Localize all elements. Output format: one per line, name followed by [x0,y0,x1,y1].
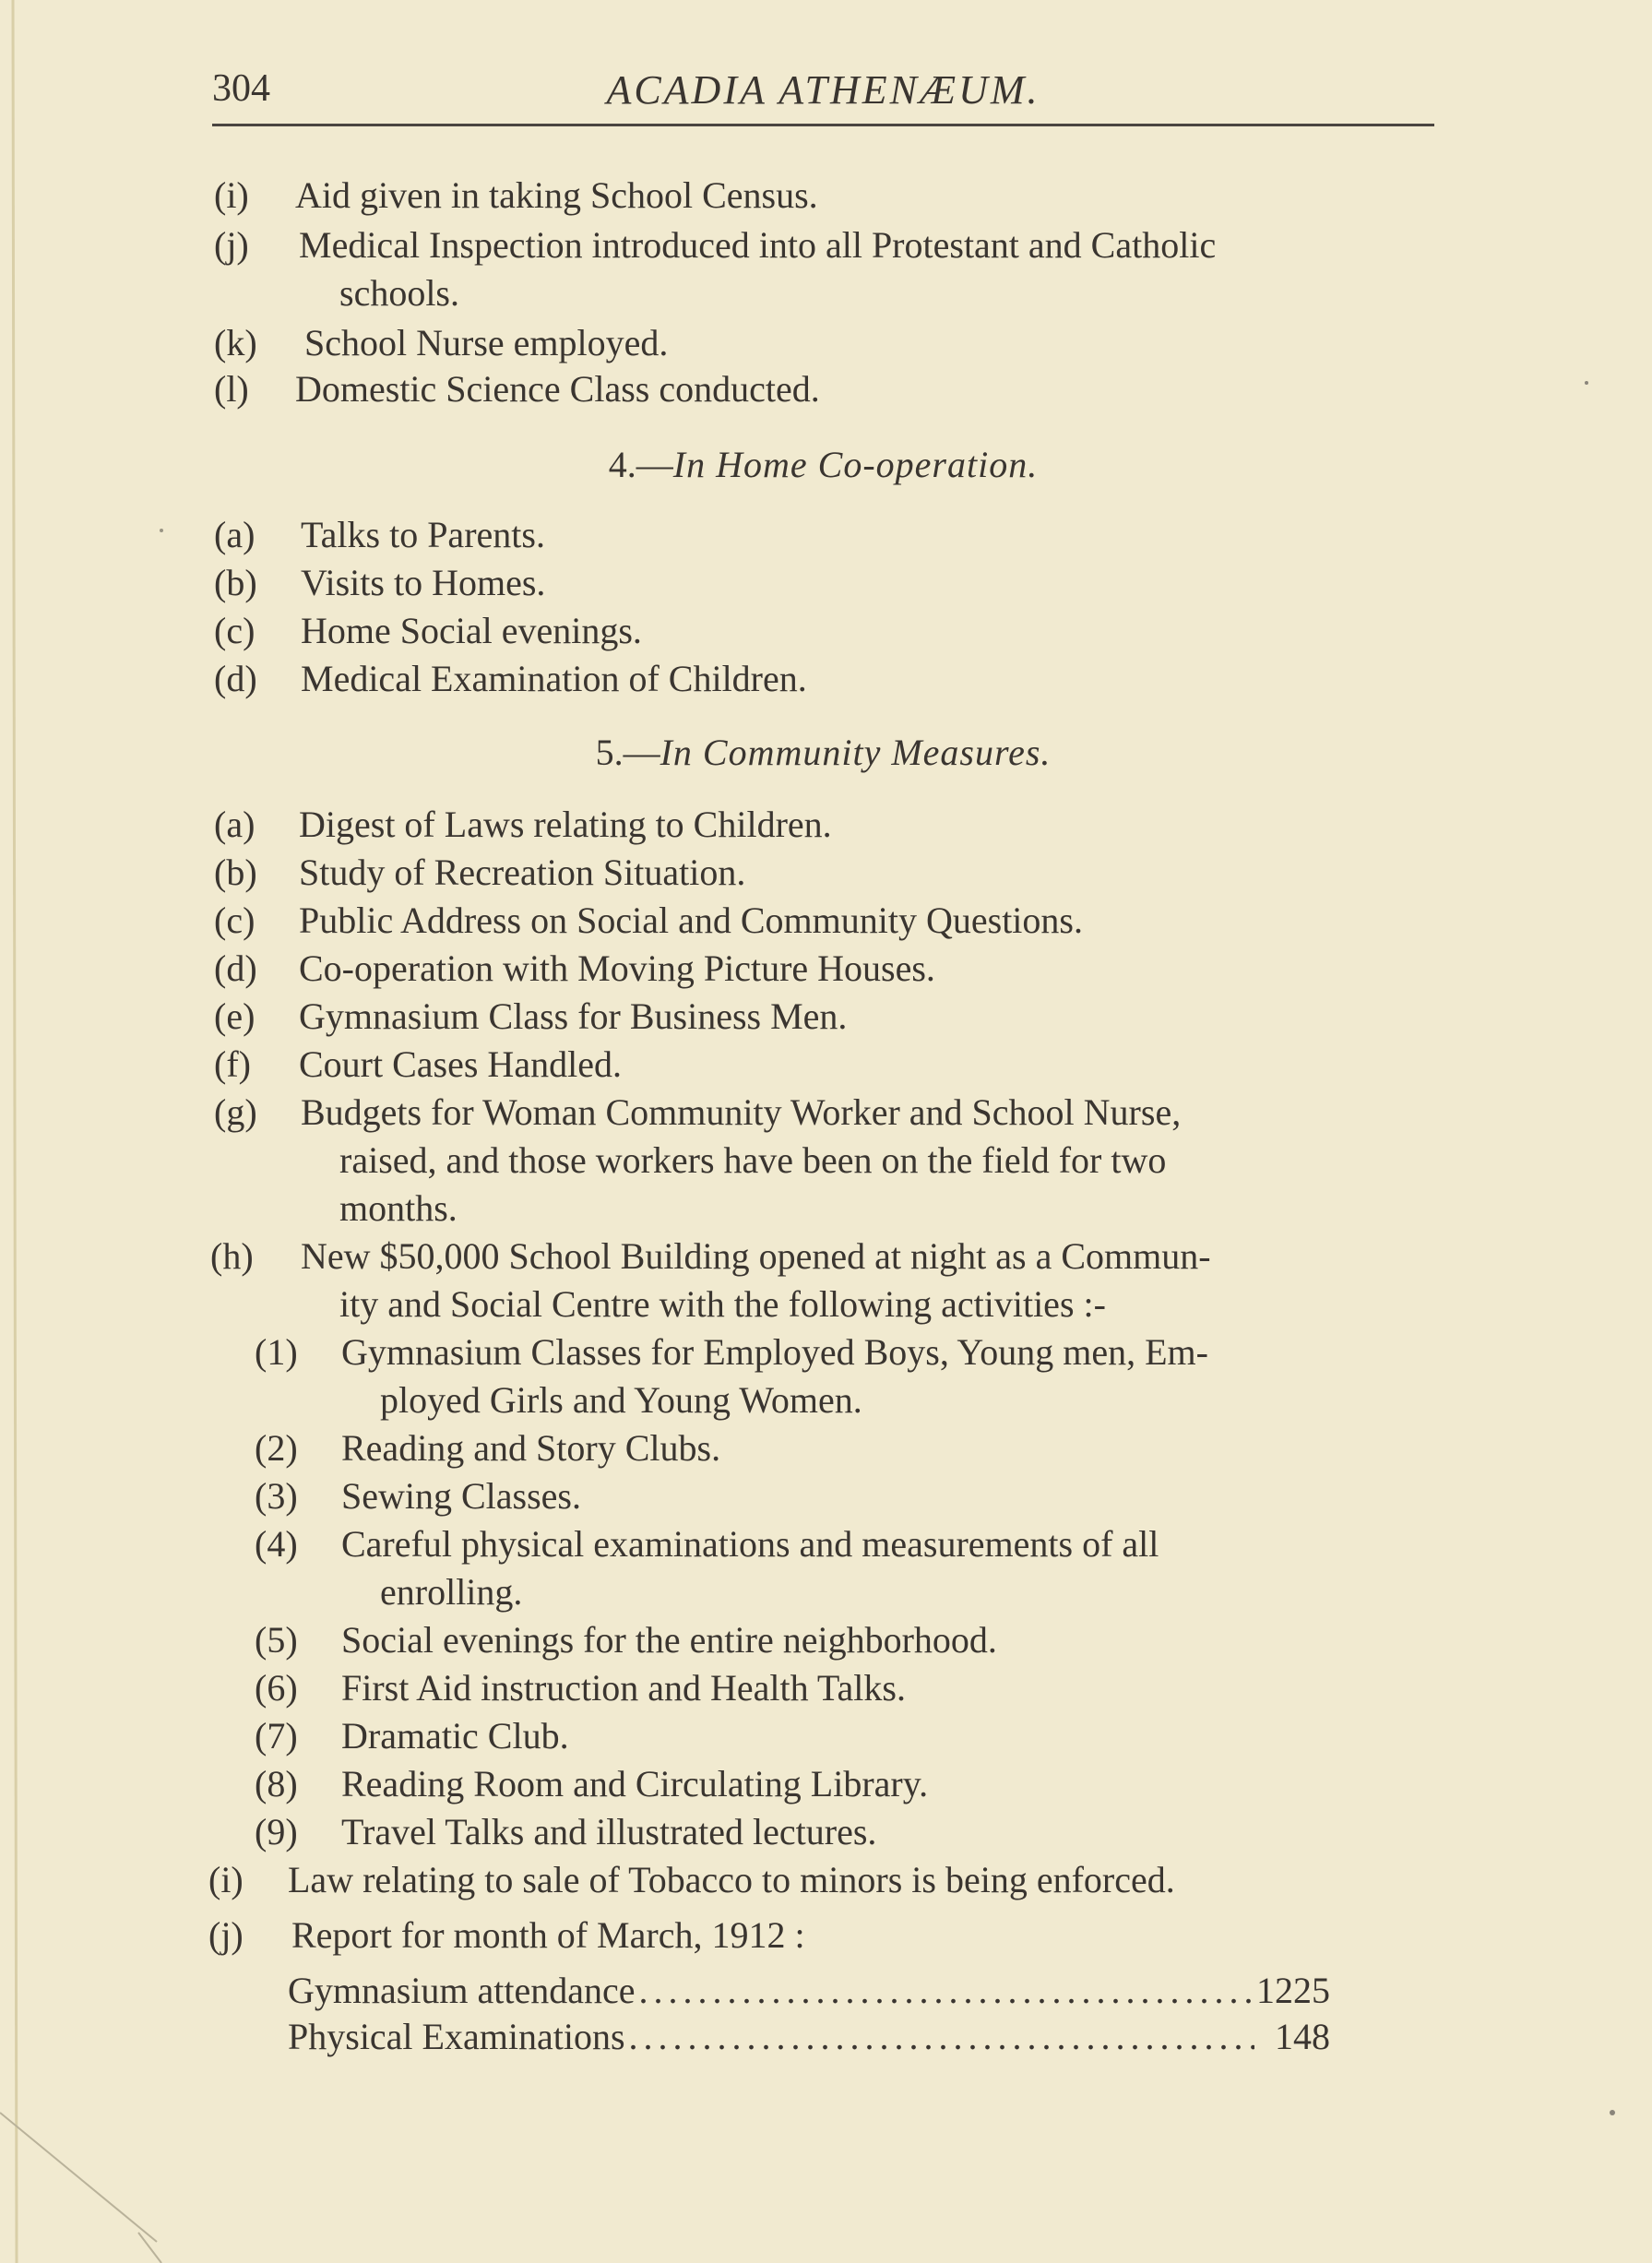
item-text: New $50,000 School Building opened at night as a Commun- [301,1235,1211,1277]
section-heading [212,443,1434,487]
dot-leader [629,2015,1254,2059]
item-text: Co-operation with Moving Picture Houses. [299,947,935,989]
item-text: Aid given in taking School Census. [295,174,818,216]
item-continuation: ployed Girls and Young Women. [380,1379,862,1421]
item-label: (4) [255,1523,298,1565]
item-text: Social evenings for the entire neighborhood. [341,1619,997,1661]
item-label: (1) [255,1331,298,1373]
item-text: Study of Recreation Situation. [299,852,746,893]
item-label: (5) [255,1619,298,1661]
item-label: (b) [214,562,257,603]
item-label: (d) [214,947,257,989]
item-text: Report for month of March, 1912 : [291,1914,805,1956]
item-text: Public Address on Social and Community Questions. [299,899,1083,941]
item-label: (7) [255,1715,298,1757]
item-label: (f) [214,1043,251,1085]
report-row [288,2015,1330,2059]
header-rule [212,124,1434,126]
item-text: Talks to Parents. [301,514,545,555]
item-label: (8) [255,1763,298,1804]
item-label: (k) [214,322,257,363]
section-title: In Community Measures. [660,732,1052,773]
report-value: 1225 [1256,1970,1330,2011]
item-label: (c) [214,610,256,651]
item-label: (e) [214,995,256,1037]
item-text: Domestic Science Class conducted. [295,368,820,410]
item-continuation: raised, and those workers have been on the field for two [339,1139,1167,1181]
item-text: Gymnasium Classes for Employed Boys, Young men, Em- [341,1331,1208,1373]
item-text: Travel Talks and illustrated lectures. [341,1811,877,1852]
item-label: (a) [214,804,256,845]
item-label: (d) [214,658,257,699]
item-continuation: months. [339,1187,458,1229]
item-text: Reading and Story Clubs. [341,1427,721,1469]
page-number: 304 [212,67,270,110]
item-text: Medical Inspection introduced into all Protestant and Catholic [299,224,1217,266]
report-value: 148 [1275,2016,1330,2057]
report-name: Gymnasium attendance [288,1970,636,2011]
item-text: Home Social evenings. [301,610,642,651]
item-label: (a) [214,514,256,555]
report-name: Physical Examinations [288,2016,625,2057]
item-text: Visits to Homes. [301,562,546,603]
item-label: (j) [208,1914,244,1956]
page-header [212,66,1434,122]
item-label: (l) [214,368,249,410]
dot-leader [639,1969,1253,2013]
section-heading [212,731,1434,775]
item-text: Court Cases Handled. [299,1043,622,1085]
section-number: 4.— [608,444,673,485]
item-label: (6) [255,1667,298,1709]
item-text: Gymnasium Class for Business Men. [299,995,848,1037]
item-text: Sewing Classes. [341,1475,581,1517]
section-title: In Home Co-operation. [672,444,1039,485]
item-label: (g) [214,1091,257,1133]
item-label: (i) [208,1859,244,1900]
item-text: Careful physical examinations and measurements of all [341,1523,1159,1565]
item-text: Budgets for Woman Community Worker and School Nurse, [301,1091,1182,1133]
item-label: (c) [214,899,256,941]
running-title: ACADIA ATHENÆUM. [606,67,1040,113]
report-row [288,1969,1330,2013]
item-continuation: enrolling. [380,1571,523,1613]
section-number: 5.— [595,732,660,773]
item-continuation: ity and Social Centre with the following activities :- [339,1283,1106,1325]
item-continuation: schools. [339,272,459,314]
item-label: (i) [214,174,249,216]
item-text: First Aid instruction and Health Talks. [341,1667,906,1709]
item-text: Law relating to sale of Tobacco to minors is being enforced. [288,1859,1175,1900]
item-text: Medical Examination of Children. [301,658,807,699]
item-label: (9) [255,1811,298,1852]
item-text: Dramatic Club. [341,1715,569,1757]
item-label: (j) [214,224,249,266]
item-label: (3) [255,1475,298,1517]
item-label: (b) [214,852,257,893]
item-label: (h) [210,1235,254,1277]
item-text: Digest of Laws relating to Children. [299,804,832,845]
item-text: Reading Room and Circulating Library. [341,1763,929,1804]
item-text: School Nurse employed. [304,322,669,363]
item-label: (2) [255,1427,298,1469]
